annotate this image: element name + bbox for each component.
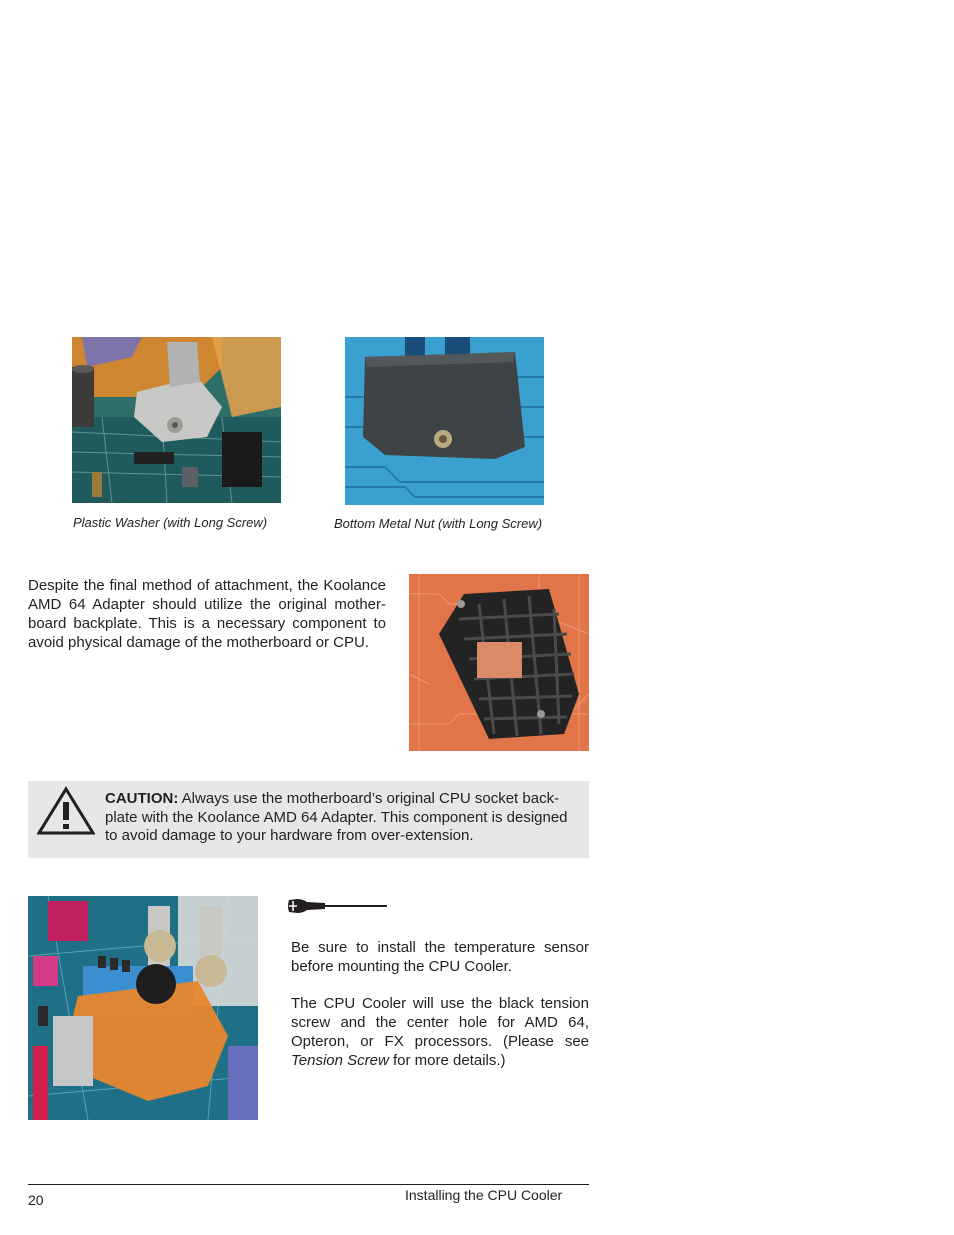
- backplate-photo: [409, 574, 589, 751]
- backplate-paragraph: Despite the final method of attachment, the Koolance AMD 64 Adapter should utilize the original mother-board backplate. This is a necessary component to avoid physical damage of the motherboard or CPU.: [28, 577, 386, 651]
- page-number: 20: [28, 1192, 44, 1208]
- footer-rule: [28, 1184, 589, 1185]
- caution-message: Always use the motherboard’s original CPU socket back-plate with the Koolance AMD 64 Adapter. This component is designed to avoid damage to your hardware from over-extension.: [105, 790, 568, 844]
- screwdriver-icon: [287, 897, 389, 915]
- nut-caption: Bottom Metal Nut (with Long Screw): [334, 516, 543, 531]
- tension-text-after: for more details.): [388, 1052, 506, 1069]
- bottom-metal-nut-photo: [345, 337, 544, 505]
- tension-screw-reference: Tension Screw: [291, 1052, 389, 1069]
- section-title: Installing the CPU Cooler: [405, 1187, 563, 1203]
- plastic-washer-photo: [72, 337, 281, 503]
- washer-caption: Plastic Washer (with Long Screw): [73, 515, 268, 530]
- caution-text: [105, 790, 580, 846]
- tension-text-before: The CPU Cooler will use the black tension screw and the center hole for AMD 64, Opteron, or FX processors. (Please see: [291, 995, 589, 1050]
- warning-triangle-icon: [37, 786, 95, 836]
- caution-label: CAUTION:: [105, 790, 179, 807]
- cpu-cooler-photo: [28, 896, 258, 1120]
- tension-screw-paragraph: [291, 994, 589, 1070]
- sensor-tip-paragraph: Be sure to install the temperature sensor before mounting the CPU Cooler.: [291, 939, 589, 975]
